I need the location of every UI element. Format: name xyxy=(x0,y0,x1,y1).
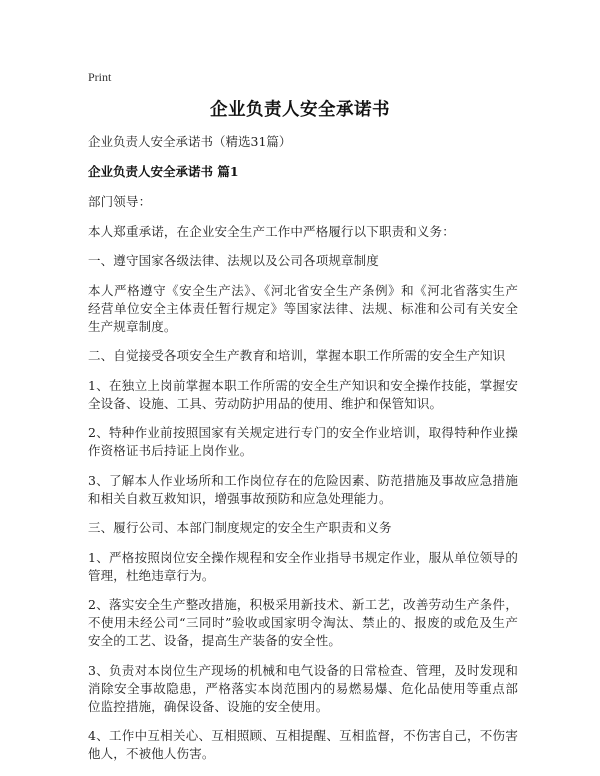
paragraph: 1、严格按照岗位安全操作规程和安全作业指导书规定作业，服从单位领导的管理，杜绝违章行为。 xyxy=(88,549,518,583)
document-subtitle: 企业负责人安全承诺书（精选31篇） xyxy=(88,134,292,149)
paragraph-heading: 一、遵守国家各级法律、法规以及公司各项规章制度 xyxy=(88,253,379,268)
print-link[interactable]: Print xyxy=(88,70,112,84)
document-title: 企业负责人安全承诺书 xyxy=(210,100,390,120)
paragraph: 本人严格遵守《安全生产法》、《河北省安全生产条例》和《河北省落实生产经营单位安全主体责任暂行规定》等国家法律、法规、标准和公司有关安全生产规章制度。 xyxy=(88,282,518,334)
paragraph: 2、落实安全生产整改措施，积极采用新技术、新工艺，改善劳动生产条件，不使用未经公司“三同时”验收或国家明令淘汰、禁止的、报废的或危及生产安全的工艺、设备，提高生产装备的安全性。 xyxy=(88,597,518,648)
paragraph: 4、工作中互相关心、互相照顾、互相提醒、互相监督，不伤害自己，不伤害他人，不被他人伤害。 xyxy=(88,728,518,761)
paragraph-heading: 三、履行公司、本部门制度规定的安全生产职责和义务 xyxy=(88,520,392,535)
paragraph: 本人郑重承诺，在企业安全生产工作中严格履行以下职责和义务： xyxy=(88,223,455,239)
document-body xyxy=(88,133,518,775)
paragraph-heading: 二、自觉接受各项安全生产教育和培训，掌握本职工作所需的安全生产知识 xyxy=(88,348,506,363)
paragraph: 1、在独立上岗前掌握本职工作所需的安全生产知识和安全操作技能，掌握安全设备、设施、工具、劳动防护用品的使用、维护和保管知识。 xyxy=(88,377,518,411)
section-heading: 企业负责人安全承诺书 篇1 xyxy=(88,164,239,179)
paragraph: 3、了解本人作业场所和工作岗位存在的危险因素、防范措施及事故应急措施和相关自救互救知识，增强事故预防和应急处理能力。 xyxy=(88,472,518,506)
paragraph: 2、特种作业前按照国家有关规定进行专门的安全作业培训，取得特种作业操作资格证书后持证上岗作业。 xyxy=(88,425,518,458)
paragraph: 3、负责对本岗位生产现场的机械和电气设备的日常检查、管理，及时发现和消除安全事故隐患，严格落实本岗范围内的易燃易爆、危化品使用等重点部位监控措施，确保设备、设施的安全使用。 xyxy=(88,662,518,714)
paragraph-salutation: 部门领导： xyxy=(88,194,152,209)
